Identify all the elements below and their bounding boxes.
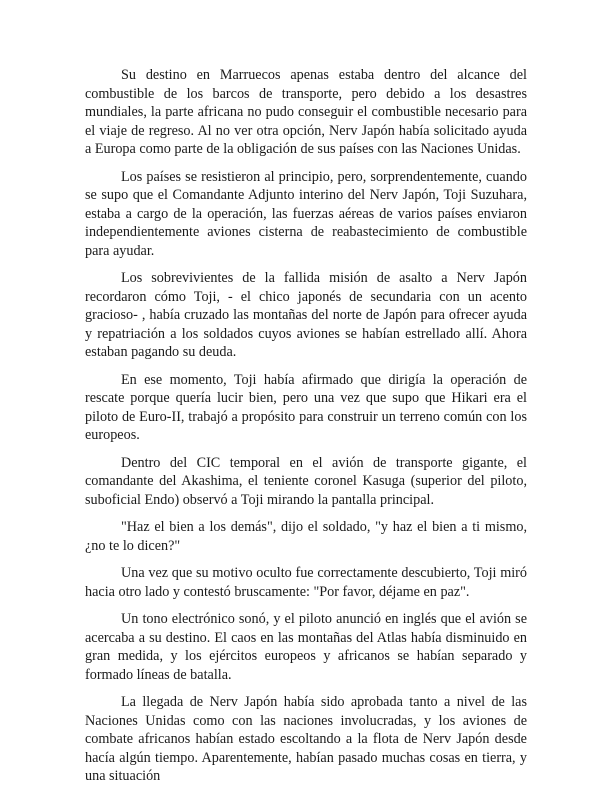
paragraph-9: La llegada de Nerv Japón había sido aprobada tanto a nivel de las Naciones Unidas como con las naciones involucradas, y los aviones de combate africanos habían estado escoltando a la flota de Nerv Japón desde hacía algún tiempo. Aparentemente, habían pasado muchas cosas en tierra, y una situación (85, 694, 527, 784)
paragraph-5: Dentro del CIC temporal en el avión de transporte gigante, el comandante del Akashima, el teniente coronel Kasuga (superior del piloto, suboficial Endo) observó a Toji mirando la pantalla principal. (85, 454, 527, 508)
document-page (85, 66, 527, 795)
paragraph-2: Los países se resistieron al principio, pero, sorprendentemente, cuando se supo que el Comandante Adjunto interino del Nerv Japón, Toji Suzuhara, estaba a cargo de la operación, las fuerzas aéreas de varios países enviaron independientemente aviones cisterna de reabastecimiento de combustible para ayudar. (85, 168, 527, 259)
paragraph-7: Una vez que su motivo oculto fue correctamente descubierto, Toji miró hacia otro lado y contestó bruscamente: "Por favor, déjame en paz". (85, 565, 527, 600)
paragraph-1: Su destino en Marruecos apenas estaba dentro del alcance del combustible de los barcos de transporte, pero debido a los desastres mundiales, la parte africana no pudo conseguir el combustible necesario para el viaje de regreso. Al no ver otra opción, Nerv Japón había solicitado ayuda a Europa como parte de la obligación de sus países con las Naciones Unidas. (85, 67, 527, 157)
paragraph-4: En ese momento, Toji había afirmado que dirigía la operación de rescate porque quería lucir bien, pero una vez que supo que Hikari era el piloto de Euro-II, trabajó a propósito para construir un terreno común con los europeos. (85, 371, 527, 443)
paragraph-6: "Haz el bien a los demás", dijo el soldado, "y haz el bien a ti mismo, ¿no te lo dicen?" (85, 519, 527, 554)
paragraph-8: Un tono electrónico sonó, y el piloto anunció en inglés que el avión se acercaba a su destino. El caos en las montañas del Atlas había disminuido en gran medida, y los ejércitos europeos y africanos se habían separado y formado líneas de batalla. (85, 611, 527, 683)
paragraph-3: Los sobrevivientes de la fallida misión de asalto a Nerv Japón recordaron cómo Toji, - el chico japonés de secundaria con un acento gracioso- , había cruzado las montañas del norte de Japón para ofrecer ayuda y repatriación a los soldados cuyos aviones se habían estrellado allí. Ahora estaban pagando su deuda. (85, 270, 527, 360)
